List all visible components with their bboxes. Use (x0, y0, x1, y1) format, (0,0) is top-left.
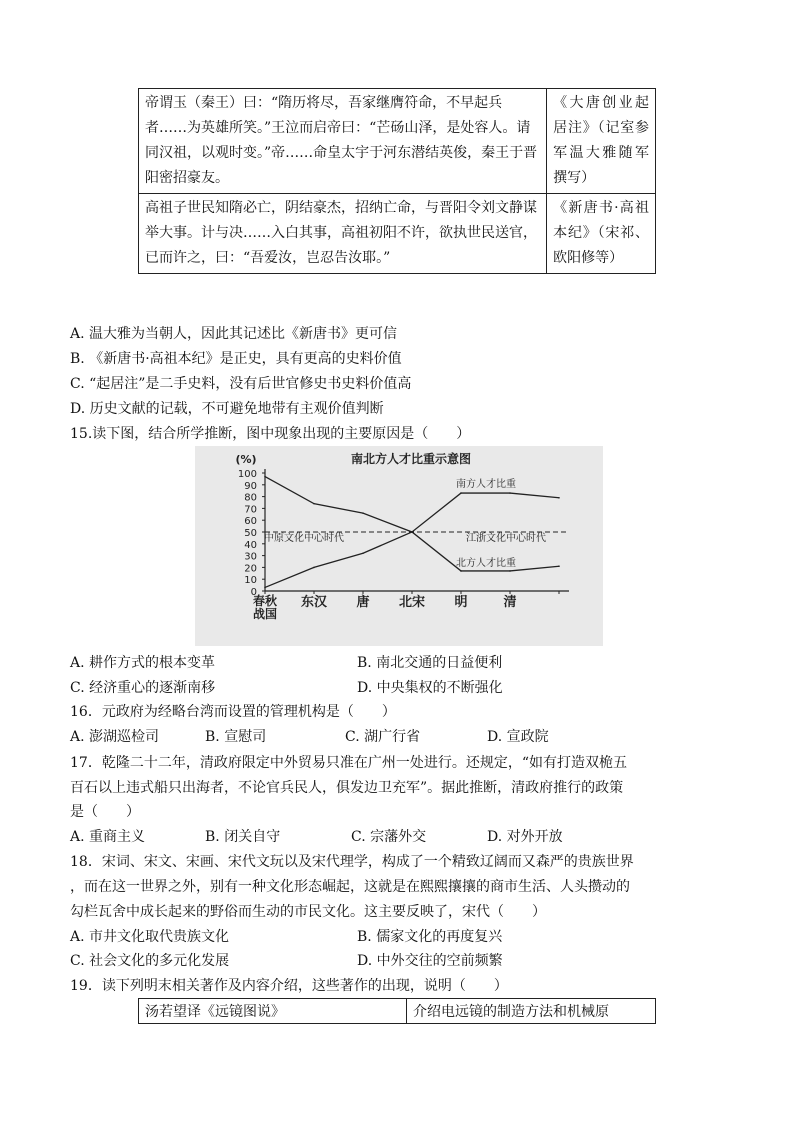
works-table (138, 998, 656, 1024)
work-desc-cell: 介绍电远镜的制造方法和机械原 (407, 999, 656, 1024)
y-tick-label: 100 (237, 469, 257, 480)
q17-option-d[interactable]: D. 对外开放 (487, 829, 563, 845)
y-tick-label: 10 (244, 575, 257, 587)
q17-stem-line: 百石以上违式船只出海者，不论官兵民人，俱发边卫充军”。据此推断，清政府推行的政策 (70, 780, 624, 796)
data-point (509, 492, 511, 494)
q15-option-a[interactable]: A. 耕作方式的根本变革 (70, 655, 216, 671)
y-tick-label: 0 (250, 587, 257, 598)
y-tick-label: 80 (244, 492, 257, 504)
data-point (460, 570, 462, 572)
data-point (558, 497, 560, 499)
x-tick-label: 战国 (252, 607, 278, 621)
data-point (264, 476, 266, 478)
y-tick-label: 20 (244, 563, 257, 575)
source-comparison-table (138, 88, 656, 274)
data-point (362, 512, 364, 514)
x-tick-label: 北宋 (398, 595, 426, 610)
q18-option-d[interactable]: D. 中外交往的空前频繁 (357, 953, 503, 969)
y-tick-label: 70 (244, 504, 257, 516)
y-tick-label: 50 (244, 528, 257, 539)
table-row (139, 89, 656, 194)
y-tick-label: 30 (244, 551, 257, 563)
data-point (313, 503, 315, 505)
data-point (313, 567, 315, 569)
table-row (139, 999, 656, 1024)
q15-option-d[interactable]: D. 中央集权的不断强化 (357, 680, 503, 696)
data-point (264, 587, 266, 589)
y-axis-label: (%) (235, 453, 257, 466)
source-text-cell: 帝谓玉（秦王）曰：“隋历将尽，吾家继膺符命，不早起兵者……为英雄所笑。”王泣而启帝曰：“芒砀山泽，是处容人。请同汉祖，以观时变。”帝……命皇太宇于河东潜结英俊，秦王于晋阳密招豪友。 (139, 89, 547, 194)
x-tick-label: 明 (454, 595, 468, 610)
table-row (139, 194, 656, 274)
y-tick-label: 90 (244, 480, 257, 492)
data-point (411, 531, 413, 533)
y-tick-label: 40 (244, 539, 257, 551)
q18-stem-line: 18．宋词、宋文、宋画、宋代文玩以及宋代理学，构成了一个精致辽阔而又森严的贵族世界 (70, 854, 634, 870)
q14-option-d[interactable]: D. 历史文献的记载，不可避免地带有主观价值判断 (70, 401, 384, 417)
chart-svg (195, 446, 603, 646)
q17-stem-line: 是（ ） (70, 804, 140, 820)
source-text-cell: 高祖子世民知隋必亡，阴结豪杰，招纳亡命，与晋阳令刘文静谋举大事。计与决……入白其事，高祖初阳不许，欲执世民送官，已而许之，曰：“吾爱汝，岂忍告汝耶。” (139, 194, 547, 274)
x-tick-label: 唐 (356, 595, 370, 610)
data-point (460, 492, 462, 494)
era-annotation: 中原文化中心时代 (264, 533, 344, 544)
talent-ratio-chart (195, 446, 603, 646)
q16-option-c[interactable]: C. 湖广行省 (345, 729, 421, 745)
data-point (362, 552, 364, 554)
q17-option-a[interactable]: A. 重商主义 (70, 829, 146, 845)
q18-stem-line: 勾栏瓦舍中成长起来的野俗而生动的市民文化。这主要反映了，宋代（ ） (70, 904, 546, 920)
q15-option-b[interactable]: B. 南北交通的日益便利 (357, 655, 503, 671)
data-point (558, 565, 560, 567)
q17-stem-line: 17．乾隆二十二年，清政府限定中外贸易只准在广州一处进行。还规定，“如有打造双桅五 (70, 755, 627, 771)
work-title-cell: 汤若望译《远镜图说》 (139, 999, 407, 1024)
x-tick-label: 春秋 (252, 594, 278, 608)
q16-stem: 16．元政府为经略台湾而设置的管理机构是（ ） (70, 704, 396, 720)
x-tick-label: 清 (503, 595, 517, 610)
chart-title: 南北方人才比重示意图 (350, 452, 472, 466)
q18-option-c[interactable]: C. 社会文化的多元化发展 (70, 953, 230, 969)
q14-option-a[interactable]: A. 温大雅为当朝人，因此其记述比《新唐书》更可信 (70, 326, 398, 342)
q15-stem: 15.读下图，结合所学推断，图中现象出现的主要原因是（ ） (70, 426, 471, 442)
y-tick-label: 60 (244, 516, 257, 528)
q17-option-c[interactable]: C. 宗藩外交 (351, 829, 427, 845)
x-tick-label: 东汉 (300, 595, 328, 610)
q14-option-c[interactable]: C. “起居注”是二手史料，没有后世官修史书史料价值高 (70, 376, 412, 392)
source-title-cell: 《新唐书·高祖本纪》（宋祁、欧阳修等） (547, 194, 656, 274)
q18-option-b[interactable]: B. 儒家文化的再度复兴 (357, 929, 503, 945)
series-line (265, 477, 559, 571)
q16-option-b[interactable]: B. 宣慰司 (205, 729, 267, 745)
series-label: 南方人才比重 (456, 479, 516, 491)
source-title-cell: 《大唐创业起居注》（记室参军温大雅随军撰写） (547, 89, 656, 194)
q19-stem: 19．读下列明末相关著作及内容介绍，这些著作的出现，说明（ ） (70, 978, 508, 994)
q16-option-d[interactable]: D. 宣政院 (487, 729, 549, 745)
data-point (509, 570, 511, 572)
era-annotation: 江浙文化中心时代 (466, 533, 546, 544)
q17-option-b[interactable]: B. 闭关自守 (205, 829, 281, 845)
series-label: 北方人才比重 (456, 557, 516, 569)
q18-option-a[interactable]: A. 市井文化取代贵族文化 (70, 929, 230, 945)
q14-option-b[interactable]: B. 《新唐书·高祖本纪》是正史，具有更高的史料价值 (70, 351, 402, 367)
q16-option-a[interactable]: A. 澎湖巡检司 (70, 729, 160, 745)
q18-stem-line: ，而在这一世界之外，别有一种文化形态崛起，这就是在熙熙攘攘的商市生活、人头攒动的 (70, 879, 630, 895)
q15-option-c[interactable]: C. 经济重心的逐渐南移 (70, 680, 216, 696)
